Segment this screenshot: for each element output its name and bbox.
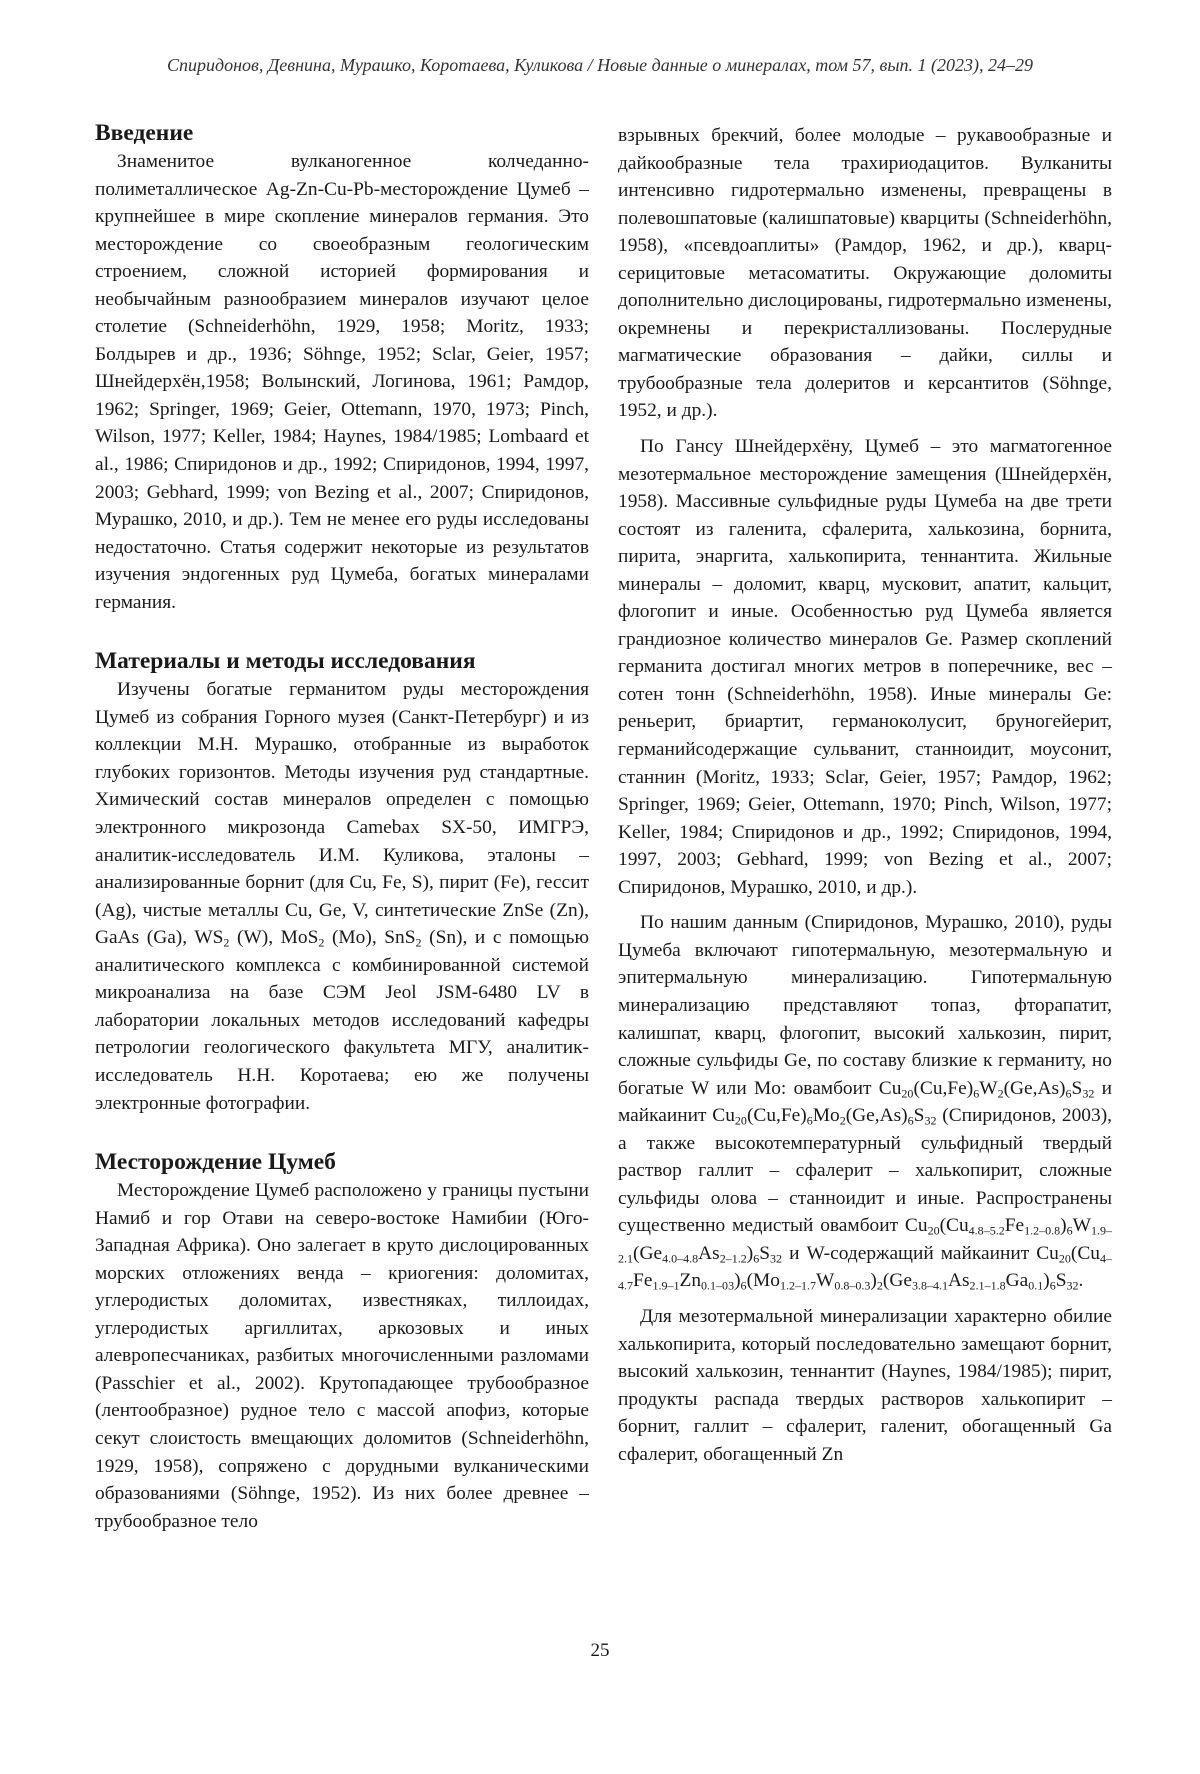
paragraph-deposit: Месторождение Цумеб расположено у границы пустыни Намиб и гор Отави на северо-востоке Намибии (Юго-Западная Африка). Оно залегает в круто дислоцированных морских отложениях венда – криогения: доломитах, углеродистых доломитах, известняках, тиллоидах, углеродистых аргиллитах, аркозовых и иных алевропесчаниках, разбитых многочисленными разломами (Passchier et al., 2002). Крутопадающее трубообразное (лентообразное) рудное тело с массой апофиз, которые секут слоистость вмещающих доломитов (Schneiderhöhn, 1929, 1958), сопряжено с дорудными вулканическими образованиями (Söhnge, 1952). Из них более древнее – трубообразное тело xyxy=(95,1180,589,1532)
paragraph-mineralization: По нашим данным (Спиридонов, Мурашко, 2010), руды Цумеба включают гипотермальную, мезотермальную и эпитермальную минерализацию. Гипотермальную минерализацию представляют топаз, фторапатит, калишпат, кварц, флогопит, высокий халькозин, пирит, сложные сульфиды Ge, по составу близкие к германиту, но богатые W или Mo: овамбоит $Cu_{20}(Cu,Fe)_6W_2(Ge,As)_6S_{32}$ и майкаинит $Cu_{20}(Cu,Fe)_6Mo_2(Ge,As)_6S_{32}$ (Спиридонов, 2003), а также высокотемпературный сульфидный твердый раствор галлит – сфалерит – халькопирит, сложные сульфиды олова – станноидит и иные. Распространены существенно медистый овамбоит $Cu_{20}(Cu_{4.8-5.2}Fe_{1.2-0.8})_6W_{1.9-2.1}(Ge_{4.0-4.8}As_{2-1.2})_6S_{32}$ и W-содержащий майкаинит $Cu_{20}(Cu_{4-4.7}Fe_{1.9-1}Zn_{0.1-03})_6(Mo_{1.2-1.7}W_{0.8-0.3})_2(Ge_{3.8-4.1}As_{2.1-1.8}Ga_{0.1})_6S_{32}$. xyxy=(618,912,1113,1293)
section-title-introduction: Введение xyxy=(95,120,194,146)
running-head: Спиридонов, Девнина, Мурашко, Коротаева, Куликова / Новые данные о минералах, том 57, вып. 1 (2023), 24–29 xyxy=(166,55,1034,75)
paragraph-schneiderhohn: По Гансу Шнейдерхёну, Цумеб – это магматогенное мезотермальное месторождение замещения (Шнейдерхён, 1958). Массивные сульфидные руды Цумеба на две трети состоят из галенита, сфалерита, халькозина, борнита, пирита, энаргита, халькопирита, теннантита. Жильные минералы – доломит, кварц, мусковит, апатит, кальцит, флогопит и иные. Особенностью руд Цумеба является грандиозное количество минералов Ge. Размер скоплений германита достигал многих метров в поперечнике, вес – сотен тонн (Schneiderhöhn, 1958). Иные минералы Ge: реньерит, бриартит, германоколусит, бруногейерит, германийсодержащие сульванит, станноидит, моусонит, станнин (Moritz, 1933; Sclar, Geier, 1957; Рамдор, 1962; Springer, 1969; Geier, Ottemann, 1970; Pinch, Wilson, 1977; Keller, 1984; Спиридонов и др., 1992; Спиридонов, 1994, 1997, 2003; Gebhard, 1999; von Bezing et al., 2007; Спиридонов, Мурашко, 2010, и др.). xyxy=(618,436,1112,898)
paragraph-introduction: Знаменитое вулканогенное колчеданно-полиметаллическое Ag-Zn-Cu-Pb-месторождение Цумеб – крупнейшее в мире скопление минералов германия. Это месторождение со своеобразным геологическим строением, сложной историей формирования и необычайным разнообразием минералов изучают целое столетие (Schneiderhöhn, 1929, 1958; Moritz, 1933; Болдырев и др., 1936; Söhnge, 1952; Sclar, Geier, 1957; Шнейдерхён,1958; Волынский, Логинова, 1961; Рамдор, 1962; Springer, 1969; Geier, Ottemann, 1970, 1973; Pinch, Wilson, 1977; Keller, 1984; Haynes, 1984/1985; Lombaard et al., 1986; Спиридонов и др., 1992; Спиридонов, 1994, 1997, 2003; Gebhard, 1999; von Bezing et al., 2007; Спиридонов, Мурашко, 2010, и др.). Тем не менее его руды исследованы недостаточно. Статья содержит некоторые из результатов изучения эндогенных руд Цумеба, богатых минералами германия. xyxy=(95,151,589,613)
paragraph-volcanics: взрывных брекчий, более молодые – рукавообразные и дайкообразные тела трахириодацитов. Вулканиты интенсивно гидротермально изменены, превращены в полевошпатовые (калишпатовые) кварциты (Schneiderhöhn, 1958), «псевдоаплиты» (Рамдор, 1962, и др.), кварц-серицитовые метасоматиты. Окружающие доломиты дополнительно дислоцированы, гидротермально изменены, окремнены и перекристаллизованы. Послерудные магматические образования – дайки, силлы и трубообразные тела долеритов и керсантитов (Söhnge, 1952, и др.). xyxy=(618,125,1112,422)
page-number: 25 xyxy=(590,1640,610,1661)
right-column xyxy=(618,122,1112,1468)
paragraph-mesothermal: Для мезотермальной минерализации характерно обилие халькопирита, который последовательно замещают борнит, высокий халькозин, теннантит (Haynes, 1984/1985); пирит, продукты распада твердых растворов халькопирит – борнит, галлит – сфалерит, галенит, обогащенный Ga сфалерит, обогащенный Zn xyxy=(618,1305,1112,1465)
section-title-methods: Материалы и методы исследования xyxy=(95,648,476,675)
paragraph-methods: Изучены богатые германитом руды месторождения Цумеб из собрания Горного музея (Санкт-Петербург) и из коллекции М.Н. Мурашко, отобранные из выработок глубоких горизонтов. Методы изучения руд стандартные. Химический состав минералов определен с помощью электронного микрозонда Camebax SX-50, ИМГРЭ, аналитик-исследователь И.М. Куликова, эталоны – анализированные борнит (для Cu, Fe, S), пирит (Fe), гессит (Ag), чистые металлы Cu, Ge, V, синтетические ZnSe (Zn), GaAs (Ga), $WS_2$ (W), MoS$_2$ (Mo), SnS$_2$ (Sn), и с помощью аналитического комплекса с комбинированной системой микроанализа на базе СЭМ Jeol JSM-6480 LV в лаборатории локальных методов исследований кафедры петрологии геологического факультета МГУ, аналитик-исследователь Н.Н. Коротаева; ею же получены электронные фотографии. xyxy=(95,679,589,1114)
section-title-deposit: Месторождение Цумеб xyxy=(95,1149,336,1176)
left-column xyxy=(95,118,589,1535)
